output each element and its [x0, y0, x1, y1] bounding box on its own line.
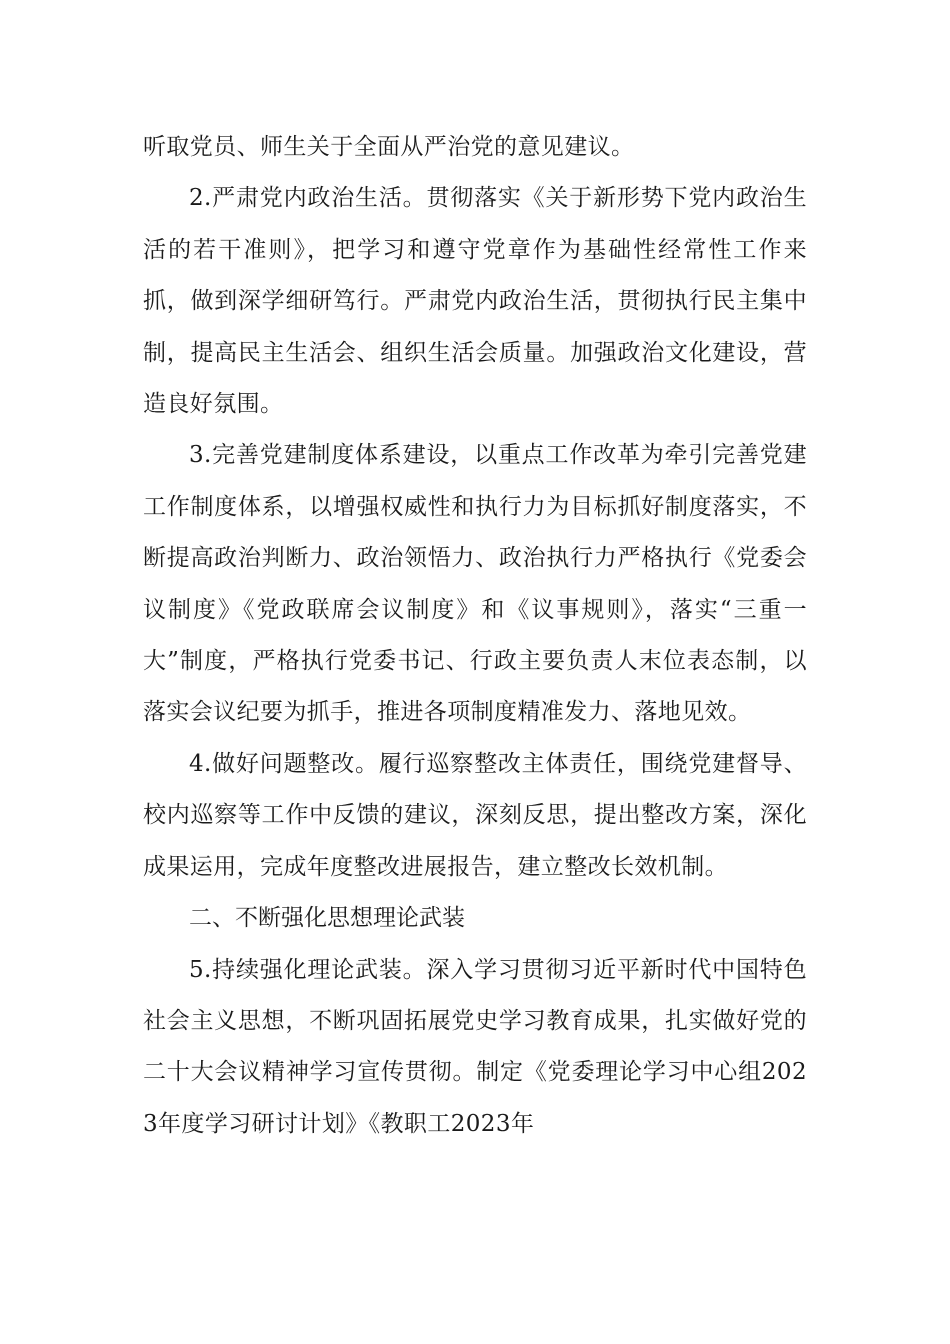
paragraph-item-2: 2.严肃党内政治生活。贯彻落实《关于新形势下党内政治生活的若干准则》，把学习和遵守党章作为基础性经常性工作来抓，做到深学细研笃行。严肃党内政治生活，贯彻执行民主集中制，提高民主生活会、组织生活会质量。加强政治文化建设，营造良好氛围。 [143, 185, 807, 418]
paragraph-item-5: 5.持续强化理论武装。深入学习贯彻习近平新时代中国特色社会主义思想，不断巩固拓展党史学习教育成果，扎实做好党的二十大会议精神学习宣传贯彻。制定《党委理论学习中心组2023年度学习研讨计划》《教职工2023年 [143, 956, 807, 1137]
document-body [143, 122, 807, 1150]
paragraph-continuation: 听取党员、师生关于全面从严治党的意见建议。 [143, 134, 635, 160]
paragraph-item-4: 4.做好问题整改。履行巡察整改主体责任，围绕党建督导、校内巡察等工作中反馈的建议，深刻反思，提出整改方案，深化成果运用，完成年度整改进展报告，建立整改长效机制。 [143, 750, 807, 880]
section-heading: 二、不断强化思想理论武装 [189, 905, 465, 932]
paragraph-item-3: 3.完善党建制度体系建设，以重点工作改革为牵引完善党建工作制度体系，以增强权威性和执行力为目标抓好制度落实，不断提高政治判断力、政治领悟力、政治执行力严格执行《党委会议制度》《党政联席会议制度》和《议事规则》，落实“三重一大”制度，严格执行党委书记、行政主要负责人末位表态制，以落实会议纪要为抓手，推进各项制度精准发力、落地见效。 [143, 442, 807, 726]
